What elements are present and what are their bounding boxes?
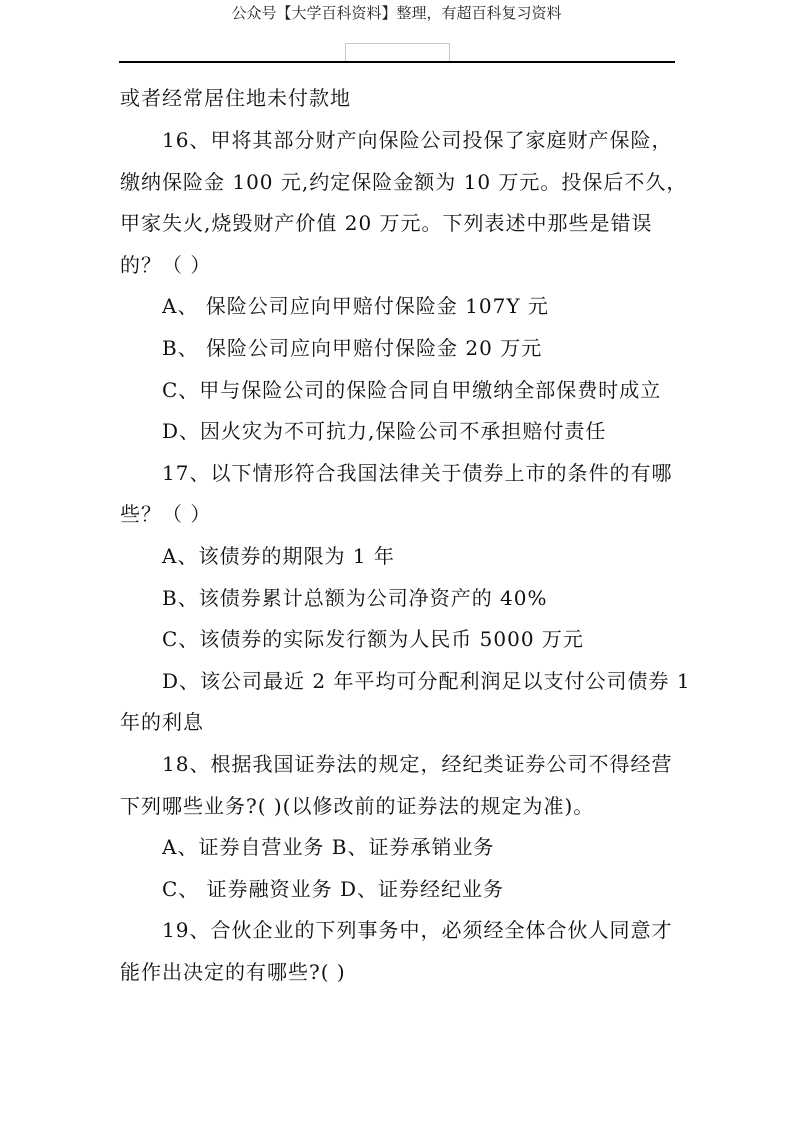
header-rule xyxy=(119,61,675,63)
text-line: 甲家失火,烧毁财产价值 20 万元。下列表述中那些是错误 xyxy=(120,211,653,235)
text-line: 或者经常居住地未付款地 xyxy=(120,86,351,110)
option-a: A、该债券的期限为 1 年 xyxy=(162,544,395,568)
option-d: D、因火灾为不可抗力,保险公司不承担赔付责任 xyxy=(162,419,607,443)
text-line: 下列哪些业务?( )(以修改前的证券法的规定为准)。 xyxy=(120,794,595,818)
option-c: C、甲与保险公司的保险合同自甲缴纳全部保费时成立 xyxy=(162,378,662,402)
question-19-title: 19、合伙企业的下列事务中，必须经全体合伙人同意才 xyxy=(162,918,673,942)
text-line: 些？（ ） xyxy=(120,502,212,526)
question-17-title: 17、以下情形符合我国法律关于债券上市的条件的有哪 xyxy=(162,461,673,485)
question-18-title: 18、根据我国证券法的规定，经纪类证券公司不得经营 xyxy=(162,752,673,776)
option-ab: A、证券自营业务 B、证券承销业务 xyxy=(162,835,495,859)
option-b: B、该债券累计总额为公司净资产的 40% xyxy=(162,586,548,610)
text-line: 的？（ ） xyxy=(120,253,212,277)
option-d: D、该公司最近 2 年平均可分配利润足以支付公司债券 1 xyxy=(162,669,691,693)
option-a: A、 保险公司应向甲赔付保险金 107Y 元 xyxy=(162,294,549,318)
text-line: 能作出决定的有哪些?( ) xyxy=(120,960,346,984)
question-16-title: 16、甲将其部分财产向保险公司投保了家庭财产保险， xyxy=(162,128,673,152)
header-tab xyxy=(345,43,450,61)
text-line: 年的利息 xyxy=(120,710,204,734)
option-b: B、 保险公司应向甲赔付保险金 20 万元 xyxy=(162,336,543,360)
option-c: C、该债券的实际发行额为人民币 5000 万元 xyxy=(162,627,584,651)
text-line: 缴纳保险金 100 元,约定保险金额为 10 万元。投保后不久， xyxy=(120,170,688,194)
header-text: 公众号【大学百科资料】整理，有超百科复习资料 xyxy=(231,4,562,22)
option-cd: C、 证券融资业务 D、证券经纪业务 xyxy=(162,877,505,901)
